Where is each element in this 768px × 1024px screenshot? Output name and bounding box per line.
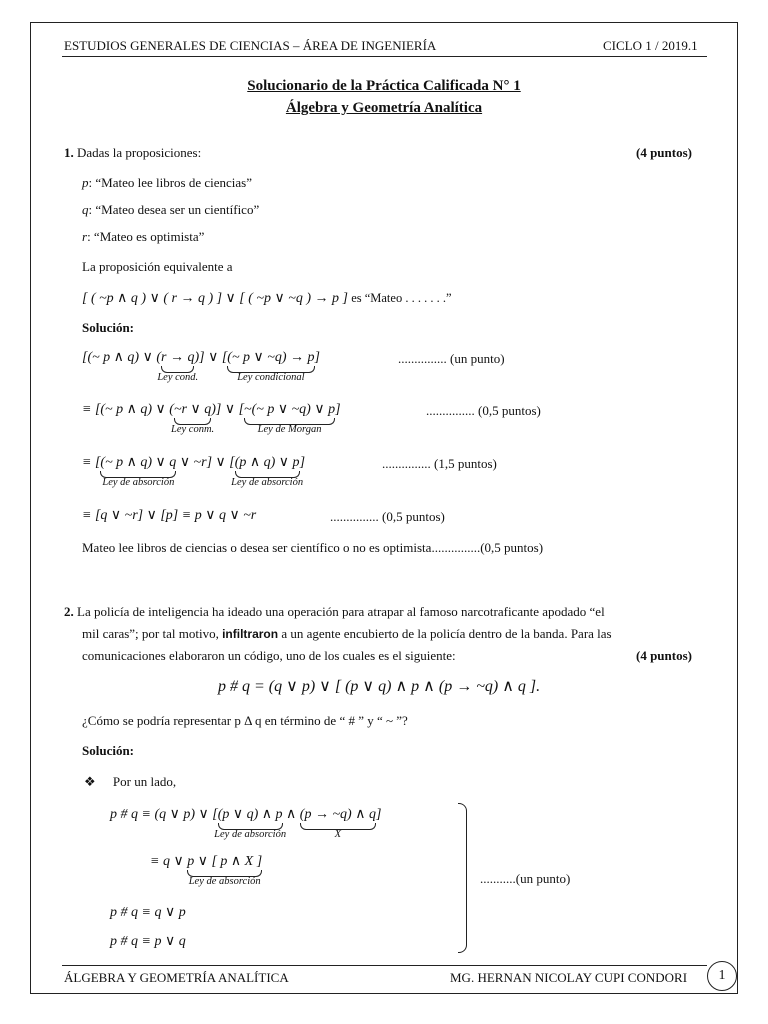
s2-brace1 — [171, 401, 215, 435]
q1-number: 1. — [64, 145, 74, 160]
brace-label: Ley de Morgan — [257, 424, 322, 435]
s1-term: (~ p ∨ ~q) → p — [227, 350, 315, 365]
s1-part: [(~ p ∧ q) ∨ ( — [82, 350, 162, 365]
q1-prop-r — [82, 229, 204, 245]
q2-line3: comunicaciones elaboraron un código, uno de los cuales es el siguiente: — [82, 648, 456, 663]
brace-label: X — [334, 829, 342, 840]
q2-by-side: Por un lado, — [112, 774, 177, 789]
brace-label: Ley de absorción — [214, 829, 287, 840]
q1-text-q: : “Mateo desea ser un científico” — [88, 202, 260, 217]
q1-expr-tail: es “Mateo . . . . . . .” — [351, 291, 452, 305]
q1-step3-note: ............... (1,5 puntos) — [382, 456, 497, 471]
q2-deriv4: p # q ≡ p ∨ q — [110, 934, 186, 949]
q2-deriv1 — [110, 806, 382, 840]
d1-term: (p ∨ q) ∧ p — [217, 807, 283, 822]
q1-expr: [ ( ~p ∧ q ) ∨ ( r → q ) ] ∨ [ ( ~p ∨ ~q ) → p ] — [82, 291, 348, 306]
q1-prop-q — [82, 202, 259, 218]
page-number: 1 — [707, 961, 737, 991]
q2-line1-text: La policía de inteligencia ha ideado una operación para atrapar al famoso narcotraficante apodado “el — [77, 604, 605, 619]
bullet-icon: ❖ — [84, 774, 96, 789]
q1-var-p: p — [82, 175, 89, 190]
brace-label: Ley cond. — [157, 372, 199, 383]
s1-brace2 — [227, 349, 315, 383]
q2-line2-c: a un agente encubierto de la policía dentro de la banda. Para las — [278, 626, 612, 641]
footer-rule — [62, 965, 707, 966]
brace-label: Ley de absorción — [102, 477, 175, 488]
q1-step2 — [82, 401, 341, 435]
q1-intro-text: Dadas la proposiciones: — [77, 145, 202, 160]
q2-bullet — [84, 774, 176, 790]
s1-brace1 — [157, 350, 199, 383]
q1-step3 — [82, 454, 306, 488]
q1-step1 — [82, 349, 320, 383]
s2-term: ~r ∨ q — [173, 402, 212, 417]
q2-line2 — [82, 626, 612, 642]
q1-step4: ≡ [q ∨ ~r] ∨ [p] ≡ p ∨ q ∨ ~r — [82, 508, 257, 523]
d1-part: ∧ — [282, 807, 300, 822]
s2-part: ≡ [(~ p ∧ q) ∨ ( — [82, 402, 174, 417]
s3-term: (p ∧ q) ∨ p — [234, 455, 300, 470]
q2-definition: p # q = (q ∨ p) ∨ [ (p ∨ q) ∧ p ∧ (p → ~q) ∧ q ]. — [218, 678, 541, 695]
s1-part: ] — [314, 350, 320, 365]
q2-line2-a: mil caras”; por tal motivo, — [82, 626, 223, 641]
header-left: ESTUDIOS GENERALES DE CIENCIAS – ÁREA DE INGENIERÍA — [64, 38, 437, 53]
q2-solution-label: Solución: — [82, 743, 135, 758]
q2-deriv-note: ...........(un punto) — [480, 871, 571, 886]
d1-part: ] — [375, 807, 382, 822]
d1-brace2 — [299, 806, 376, 840]
s2-part: )] ∨ [ — [211, 402, 245, 417]
q1-var-q: q — [82, 202, 89, 217]
header-rule — [62, 56, 707, 57]
q2-line2-bold: infiltraron — [222, 627, 279, 641]
footer-left: ÁLGEBRA Y GEOMETRÍA ANALÍTICA — [64, 970, 289, 985]
s3-part: ∨ ~r] ∨ [ — [179, 455, 235, 470]
doc-subtitle: Álgebra y Geometría Analítica — [285, 100, 483, 116]
q2-deriv3: p # q ≡ q ∨ p — [110, 905, 186, 920]
d1-brace1 — [214, 806, 287, 840]
q1-answer — [82, 540, 543, 556]
q1-text-r: : “Mateo es optimista” — [87, 229, 205, 244]
s3-part: ≡ [ — [82, 455, 101, 470]
footer-right: MG. HERNAN NICOLAY CUPI CONDORI — [450, 970, 688, 985]
d2-brace — [187, 853, 263, 887]
brace-label: Ley condicional — [237, 372, 305, 383]
s3-brace1 — [100, 454, 177, 488]
q2-number: 2. — [64, 604, 74, 619]
q1-answer-note: ..............(0,5 puntos) — [434, 540, 544, 555]
s1-part: )] ∨ [ — [194, 350, 228, 365]
s2-brace2 — [244, 401, 336, 435]
q1-step4-note: ............... (0,5 puntos) — [330, 509, 445, 524]
d1-part: p # q ≡ (q ∨ p) ∨ [ — [110, 807, 218, 822]
q1-prop-p — [82, 175, 252, 191]
q2-question: ¿Cómo se podría representar p Δ q en término de “ # ” y “ ~ ”? — [82, 713, 408, 728]
header-right: CICLO 1 / 2019.1 — [603, 38, 698, 53]
q1-var-r: r — [82, 229, 88, 244]
q1-points: (4 puntos) — [636, 145, 692, 160]
d1-term: (p → ~q) ∧ q — [299, 807, 376, 822]
q2-line1 — [64, 604, 605, 620]
s3-term: (~ p ∧ q) ∨ q — [100, 455, 177, 470]
s2-part: ] — [335, 402, 341, 417]
q1-step2-note: ............... (0,5 puntos) — [426, 403, 541, 418]
q2-points: (4 puntos) — [636, 648, 692, 663]
q1-equiv: La proposición equivalente a — [82, 259, 233, 274]
q1-solution-label: Solución: — [82, 320, 135, 335]
brace-label: Ley de absorción — [231, 477, 304, 488]
s3-brace2 — [231, 454, 304, 488]
brace-label: Ley de absorción — [188, 876, 261, 887]
q1-step1-note: ............... (un punto) — [398, 351, 505, 366]
s3-part: ] — [299, 455, 306, 470]
d2-term: p ∨ [ p ∧ X ] — [187, 854, 263, 869]
q2-deriv2 — [150, 853, 263, 887]
q1-expression — [82, 290, 452, 307]
brace-label: Ley conm. — [171, 424, 215, 435]
doc-title: Solucionario de la Práctica Calificada N° 1 — [247, 78, 521, 94]
q1-intro — [64, 145, 201, 161]
s2-term: ~(~ p ∨ ~q) ∨ p — [244, 402, 336, 417]
d2-part: ≡ q ∨ — [150, 854, 188, 869]
q1-text-p: : “Mateo lee libros de ciencias” — [88, 175, 253, 190]
right-brace — [458, 803, 467, 953]
s1-term: r → q — [161, 350, 195, 365]
q1-answer-text: Mateo lee libros de ciencias o desea ser científico o no es optimista. — [82, 540, 435, 555]
